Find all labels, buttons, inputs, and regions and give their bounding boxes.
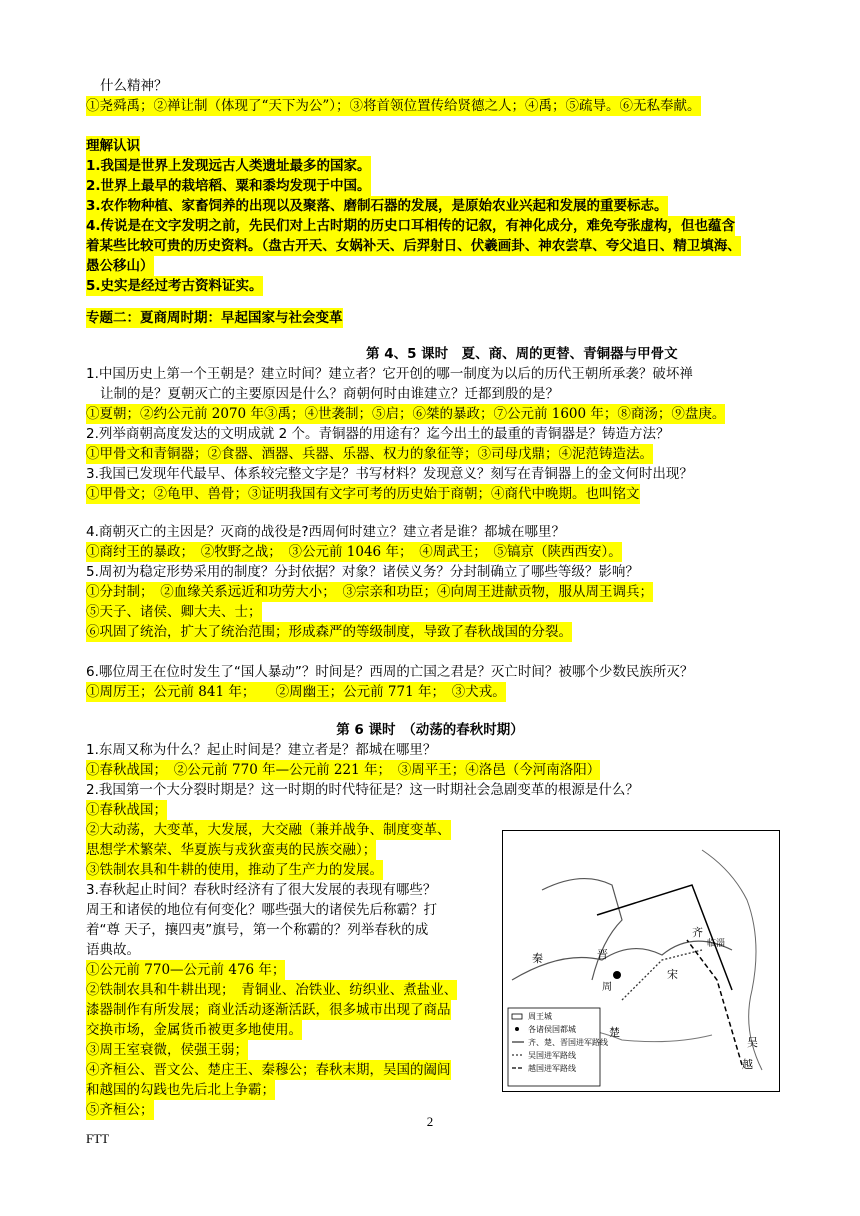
map-label-zhou: 周 — [602, 982, 612, 993]
question: 1.中国历史上第一个王朝是？建立时间？建立者？它开创的哪一制度为以后的历代王朝所承袭？破坏禅 — [86, 366, 693, 382]
question: 着“尊 天子，攘四夷”旗号，第一个称霸的？列举春秋的成 — [86, 922, 429, 938]
question: 让制的是？夏朝灭亡的主要原因是什么？商朝何时由谁建立？迁都到殷的是？ — [100, 386, 559, 402]
understanding-item: 5.史实是经过考古资料证实。 — [86, 278, 263, 294]
understanding-item: 4.传说是在文字发明之前，先民们对上古时期的历史口耳相传的记叙，有神化成分，难免夸张虚构，但也蕴含 — [86, 218, 736, 234]
zhou-city-marker — [613, 971, 621, 979]
answer: ①公元前 770—公元前 476 年； — [86, 962, 286, 978]
map-label-wu: 吴 — [747, 1036, 758, 1049]
map-legend — [508, 1008, 600, 1086]
map-label-linzi: 临淄 — [707, 939, 726, 949]
answer: ①商纣王的暴政； ②牧野之战； ③公元前 1046 年； ④周武王； ⑤镐京（陕西西安）。 — [86, 544, 622, 560]
map-label-jin: 晋 — [597, 948, 608, 961]
understanding-heading: 理解认识 — [86, 138, 140, 154]
understanding-item: 着某些比较可贵的历史资料。（盘古开天、女娲补天、后羿射日、伏羲画卦、神农尝草、夸父追日、精卫填海、 — [86, 238, 741, 254]
answer: ①夏朝；②约公元前 2070 年③禹；④世袭制；⑤启；⑥桀的暴政；⑦公元前 1600 年；⑧商汤；⑨盘庚。 — [86, 406, 726, 422]
question: 6.哪位周王在位时发生了“国人暴动”？时间是？西周的亡国之君是？灭亡时间？被哪个少数民族所灭？ — [86, 664, 694, 680]
lesson-title: 第 4、5 课时 夏、商、周的更替、青铜器与甲骨文 — [366, 346, 678, 362]
understanding-item: 2.世界上最早的栽培稻、粟和黍均发现于中国。 — [86, 178, 371, 194]
lesson-title: 第 6 课时 （动荡的春秋时期） — [336, 722, 524, 738]
answer: 漆器制作有所发展；商业活动逐渐活跃，很多城市出现了商品 — [86, 1002, 451, 1018]
spring-autumn-hegemony-map — [502, 830, 780, 1092]
answer: 交换市场，金属货币被更多地使用。 — [86, 1022, 302, 1038]
map-label-chu: 楚 — [609, 1026, 620, 1039]
answer: ⑤天子、诸侯、卿大夫、士； — [86, 604, 262, 620]
question: 4.商朝灭亡的主因是？灭商的战役是?西周何时建立？建立者是谁？都城在哪里？ — [86, 524, 566, 540]
map-label-yue: 越 — [742, 1058, 753, 1071]
understanding-item: 愚公移山） — [86, 258, 154, 274]
question: 5.周初为稳定形势采用的制度？分封依据？对象？诸侯义务？分封制确立了哪些等级？影响？ — [86, 564, 639, 580]
answer: ③周王室衰微，侯强王弱； — [86, 1042, 248, 1058]
answer: ①分封制； ②血缘关系远近和功劳大小； ③宗亲和功臣；④向周王进献贡物，服从周王调兵； — [86, 584, 653, 600]
answer: ①甲骨文；②龟甲、兽骨；③证明我国有文字可考的历史始于商朝；④商代中晚期。也叫铭文 — [86, 486, 640, 502]
map-label-qi: 齐 — [692, 926, 703, 939]
answer: ①甲骨文和青铜器；②食器、酒器、兵器、乐器、权力的象征等；③司母戊鼎；④泥范铸造法。 — [86, 446, 653, 462]
map-label-song: 宋 — [667, 968, 678, 981]
understanding-item: 1.我国是世界上发现远古人类遗址最多的国家。 — [86, 158, 371, 174]
answer: 思想学术繁荣、华夏族与戎狄蛮夷的民族交融）； — [86, 842, 377, 858]
understanding-item: 3.农作物种植、家畜饲养的出现以及聚落、磨制石器的发展，是原始农业兴起和发展的重要标志。 — [86, 198, 668, 214]
question: 1.东周又称为什么？起止时间是？建立者是？都城在哪里？ — [86, 742, 437, 758]
answer: ①春秋战国； ②公元前 770 年—公元前 221 年； ③周平王；④洛邑（今河南洛阳） — [86, 762, 601, 778]
answer: ④齐桓公、晋文公、楚庄王、秦穆公；春秋末期，吴国的阖闾 — [86, 1062, 451, 1078]
answer: ③铁制农具和牛耕的使用，推动了生产力的发展。 — [86, 862, 383, 878]
question: 周王和诸侯的地位有何变化？哪些强大的诸侯先后称霸？打 — [86, 902, 437, 918]
footer-code: FTT — [86, 1131, 110, 1146]
legend-item: 吴国进军路线 — [528, 1051, 576, 1060]
intro-answer: ①尧舜禹；②禅让制（体现了“天下为公”）；③将首领位置传给贤德之人；④禹；⑤疏导。⑥无私奉献。 — [86, 98, 701, 114]
question: 3.春秋起止时间？春秋时经济有了很大发展的表现有哪些？ — [86, 882, 437, 898]
legend-item: 各诸侯国都城 — [528, 1025, 576, 1034]
answer: ①春秋战国； — [86, 802, 167, 818]
answer: ①周厉王；公元前 841 年； ②周幽王；公元前 771 年； ③犬戎。 — [86, 684, 506, 700]
intro-question-tail: 什么精神？ — [100, 78, 168, 94]
answer: ⑤齐桓公； — [86, 1102, 154, 1118]
map-label-qin: 秦 — [532, 952, 543, 965]
legend-item: 齐、楚、晋国进军路线 — [528, 1038, 608, 1047]
question: 2.列举商朝高度发达的文明成就 2 个。青铜器的用途有？迄今出土的最重的青铜器是？铸造方法？ — [86, 426, 670, 442]
question: 3.我国已发现年代最早、体系较完整文字是？书写材料？发现意义？刻写在青铜器上的金文何时出现？ — [86, 466, 693, 482]
answer: ②大动荡，大变革，大发展，大交融（兼并战争、制度变革、 — [86, 822, 451, 838]
question: 语典故。 — [86, 942, 140, 958]
legend-item: 越国进军路线 — [528, 1064, 576, 1073]
legend-item: 周王城 — [528, 1012, 552, 1021]
answer: ⑥巩固了统治，扩大了统治范围；形成森严的等级制度，导致了春秋战国的分裂。 — [86, 624, 572, 640]
page-number: 2 — [426, 1114, 434, 1129]
topic-heading: 专题二：夏商周时期：早起国家与社会变革 — [86, 310, 343, 326]
answer: 和越国的勾践也先后北上争霸； — [86, 1082, 275, 1098]
question: 2.我国第一个大分裂时期是？这一时期的时代特征是？这一时期社会急剧变革的根源是什么？ — [86, 782, 639, 798]
answer: ②铁制农具和牛耕出现； 青铜业、冶铁业、纺织业、煮盐业、 — [86, 982, 458, 998]
